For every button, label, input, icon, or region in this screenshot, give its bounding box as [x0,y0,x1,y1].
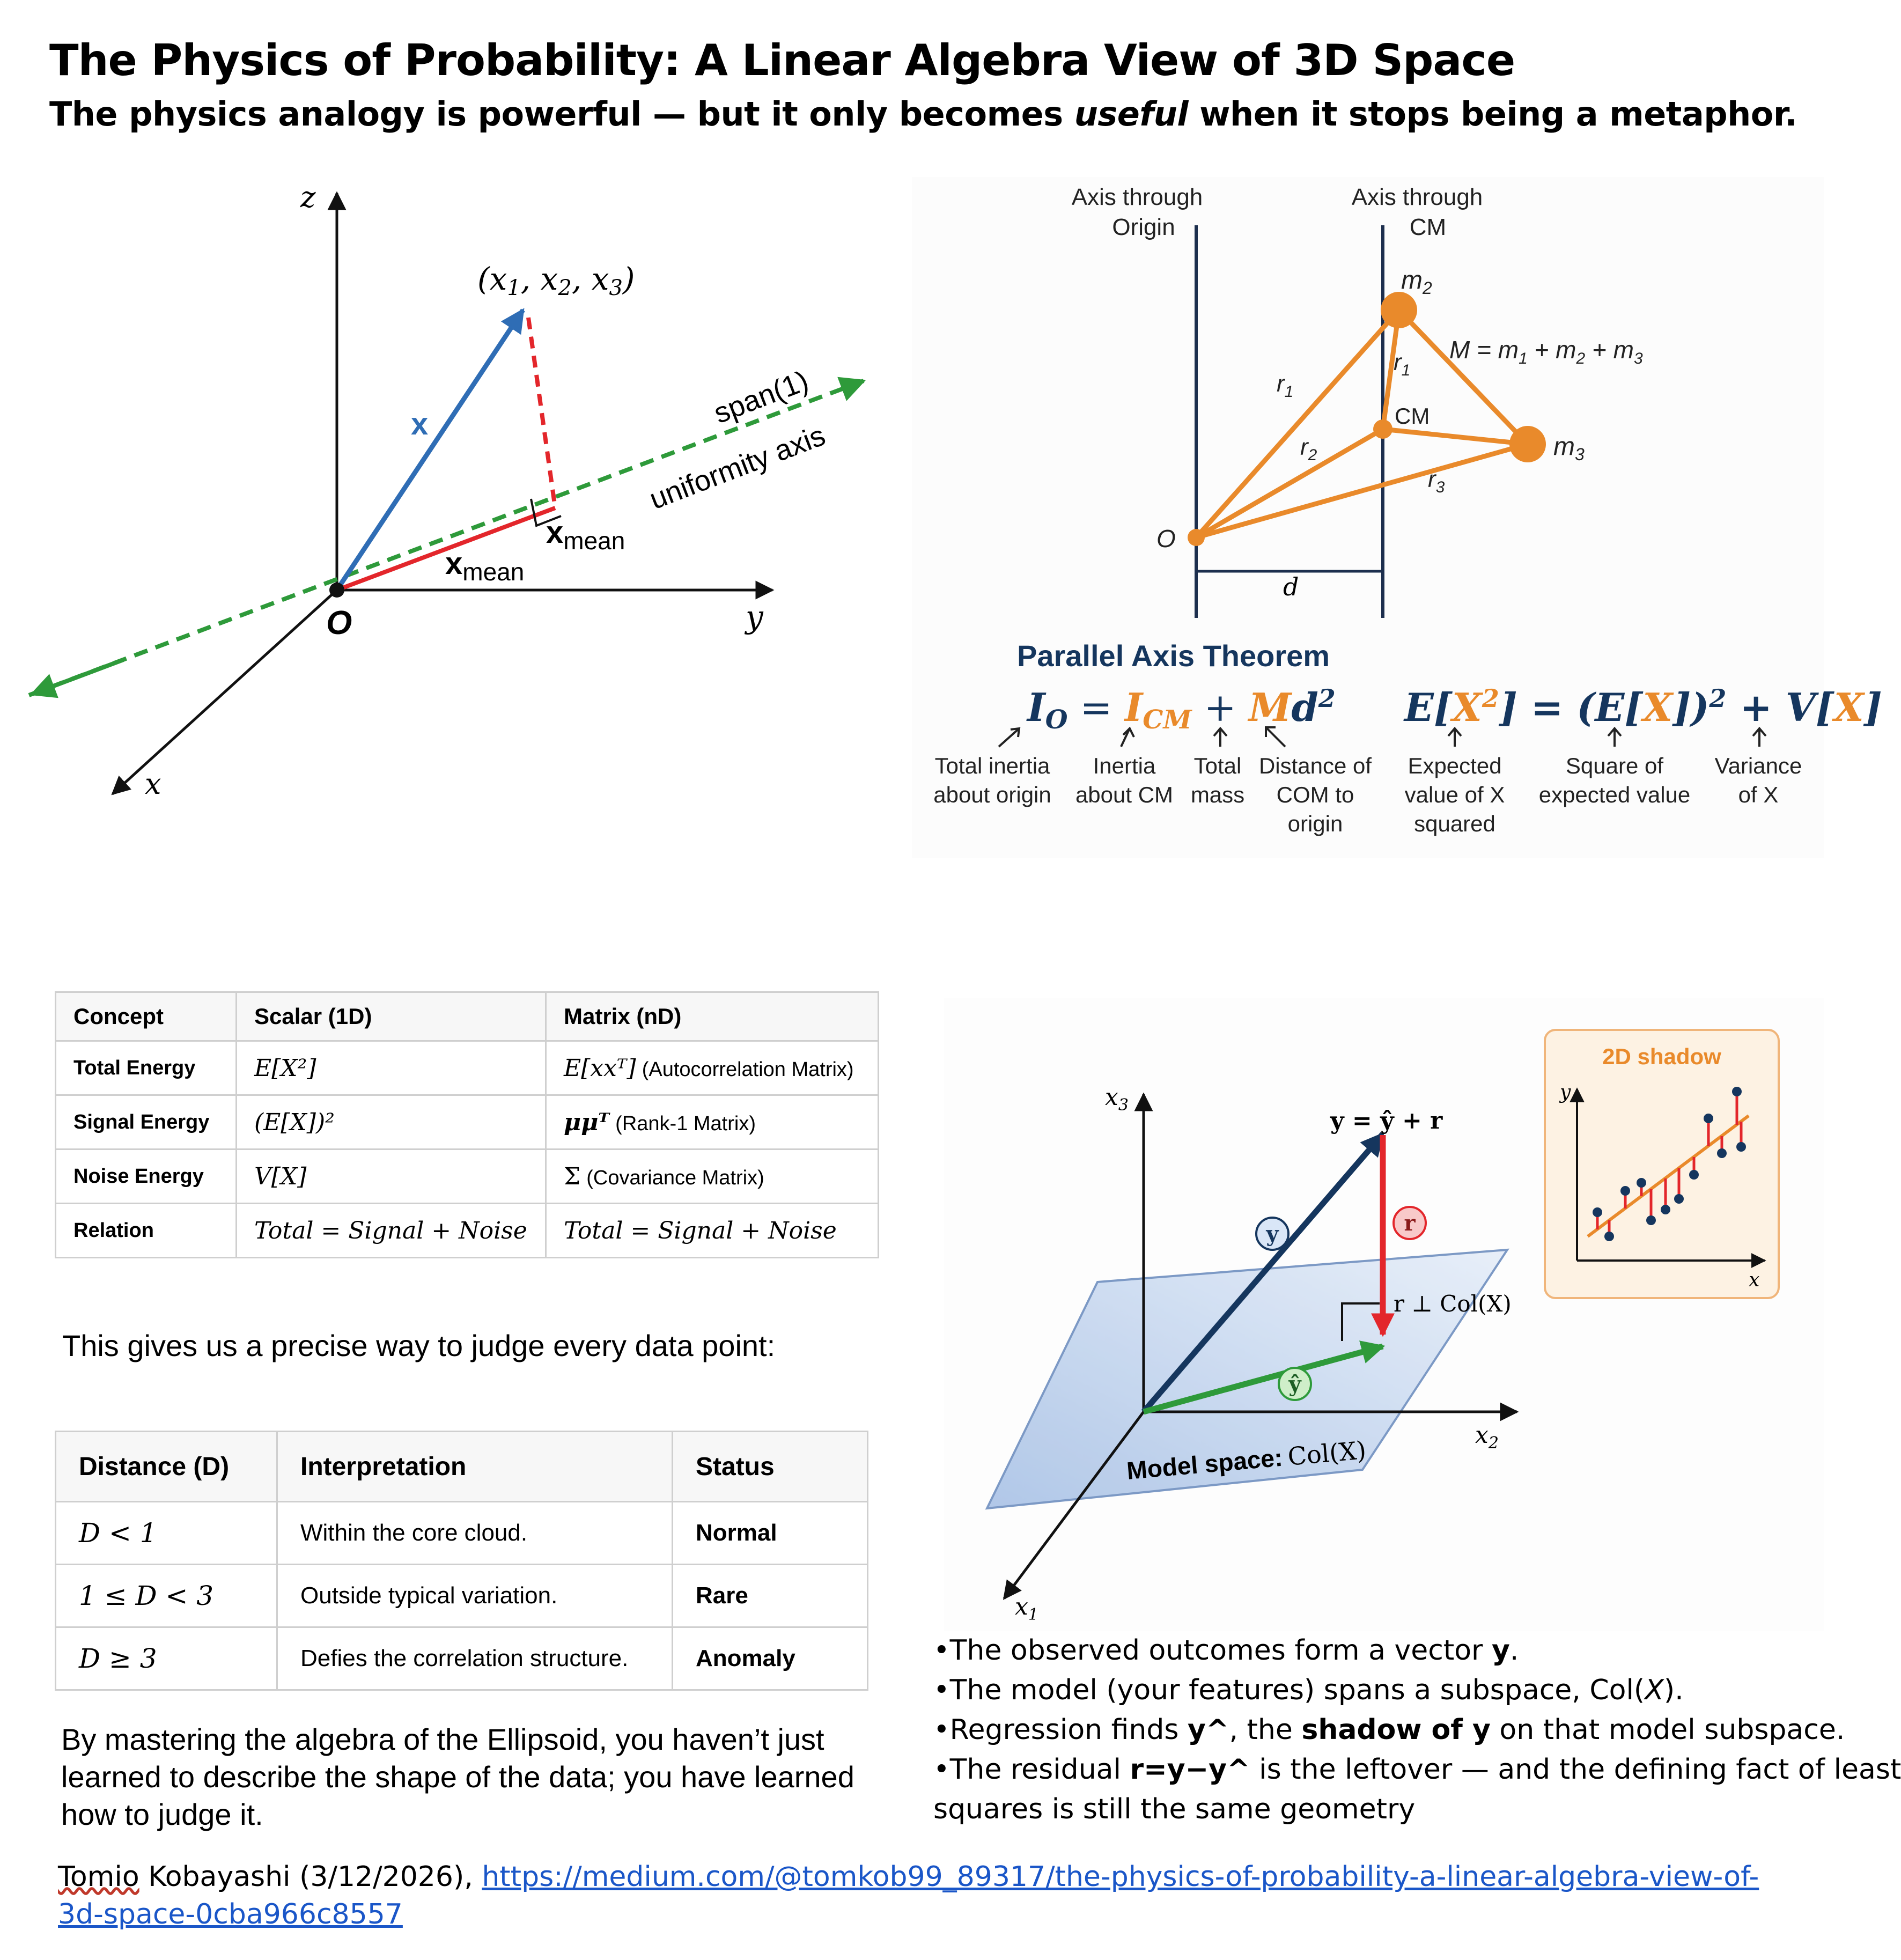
variance-equation: $E[X^2] = (E[X])^2 + V[X]$ [1404,684,1882,730]
shadow-inset [1545,1030,1779,1298]
table-cell: E[X²] [237,1041,546,1095]
table-cell: Rare [673,1565,868,1627]
r-badge-label: r [1404,1211,1416,1236]
table-header-row [56,992,879,1041]
m2-label: $m_2$ [1401,266,1432,298]
axis-origin-label-2: Origin [1112,214,1175,240]
energy-table [55,991,879,1258]
m3-label: $m_3$ [1553,432,1585,464]
equation-label: y = ŷ + r [1330,1107,1443,1134]
table-cell: Total Energy [56,1041,237,1095]
xmean-label-2: $x_{mean}$ [546,515,625,555]
label-distance-3: origin [1287,811,1343,836]
table-cell: Anomaly [673,1627,868,1690]
cm-point [1373,419,1392,439]
xmean-label-1: $x_{mean}$ [445,546,525,586]
figure-parallel-axis [912,177,1882,858]
figure-vector-projection [16,177,896,848]
page-subtitle: The physics analogy is powerful — but it only becomes useful when it stops being a metaphor. [49,94,1797,134]
label-expected-1: Expected [1408,753,1502,778]
label-inertia-cm-2: about CM [1075,782,1174,807]
label-total-inertia-1: Total inertia [934,753,1050,778]
inertia-equation: IO = ICM + $Md^2$ [1027,684,1336,735]
perp-label: r ⊥ Col(X) [1394,1291,1512,1317]
label-expected-3: squared [1414,811,1495,836]
table-cell: Total = Signal + Noise [546,1204,879,1258]
table-cell: Defies the correlation structure. [277,1627,673,1690]
r3-label: $r_3$ [1428,466,1445,496]
table-row [56,1627,868,1690]
x-axis-label: x [145,767,161,801]
mass-m2 [1381,292,1417,328]
label-variance-1: Variance [1714,753,1802,778]
list-item: •The residual r=y−y^ is the leftover — and the defining fact of least [933,1753,1901,1786]
point-label: (x1, x2, x3) [477,261,635,300]
table-cell: μμᵀ (Rank-1 Matrix) [546,1095,879,1150]
x2-label: $x_2$ [1475,1421,1499,1453]
origin-dot [329,583,344,598]
table-header: Distance (D) [56,1432,277,1502]
y-badge-label: y [1266,1221,1279,1247]
label-square-2: expected value [1538,782,1691,807]
page-title: The Physics of Probability: A Linear Algebra View of 3D Space [49,35,1515,85]
total-mass-equation: $M = m_1 + m_2 + m_3$ [1449,336,1643,367]
judge-text: This gives us a precise way to judge every data point: [62,1329,776,1362]
table-cell: D ≥ 3 [56,1627,277,1690]
residual-dashed [528,318,555,508]
r2-label: $r_2$ [1300,434,1317,464]
table-cell: Σ (Covariance Matrix) [546,1150,879,1204]
table-header: Scalar (1D) [237,992,546,1041]
table-header-row [56,1432,868,1502]
article-link[interactable]: https://medium.com/@tomkob99_89317/the-physics-of-probability-a-linear-algebra-view-of- 3d-space-0cba966c8557 [58,1861,1759,1930]
mastery-text: By mastering the algebra of the Ellipsoid, you haven’t just learned to describe the shape of the data; you have learned how to judge it. [61,1722,854,1831]
axis-origin-label-1: Axis through [1071,184,1203,210]
table-cell: 1 ≤ D < 3 [56,1565,277,1627]
table-header: Concept [56,992,237,1041]
label-distance-1: Distance of [1258,753,1372,778]
axis-cm-label-2: CM [1409,214,1447,240]
model-space-label: Model space: Col(X) [1125,1435,1367,1485]
table-row [56,1502,868,1565]
table-header: Matrix (nD) [546,992,879,1041]
o-label: O [1156,525,1176,552]
origin-point [1188,529,1205,546]
r1-label-left: $r_1$ [1277,371,1294,401]
table-cell: E[xxᵀ] (Autocorrelation Matrix) [546,1041,879,1095]
table-cell: Signal Energy [56,1095,237,1150]
x3-label: $x_3$ [1105,1084,1129,1115]
list-item: squares is still the same geometry [933,1793,1416,1825]
span-label: span(1) [709,364,813,430]
label-total-mass-1: Total [1193,753,1242,778]
shadow-title: 2D shadow [1602,1044,1721,1069]
y-label: y [746,599,763,635]
table-cell: Outside typical variation. [277,1565,673,1627]
shadow-x-label: x [1749,1269,1760,1291]
table-row [56,1150,879,1204]
table-row [56,1041,879,1095]
table-cell: Total = Signal + Noise [237,1204,546,1258]
table-header: Interpretation [277,1432,673,1502]
table-cell: Normal [673,1502,868,1565]
table-cell: Relation [56,1204,237,1258]
cm-label: CM [1395,403,1430,429]
table-cell: Within the core cloud. [277,1502,673,1565]
z-label: z [300,180,316,214]
theorem-title: Parallel Axis Theorem [1017,639,1330,673]
table-cell: Noise Energy [56,1150,237,1204]
x1-label: $x_1$ [1015,1593,1038,1624]
label-square-1: Square of [1565,753,1664,778]
shadow-y-label: y [1560,1081,1571,1103]
label-total-inertia-2: about origin [933,782,1051,807]
table-row [56,1565,868,1627]
origin-label: O [326,605,352,642]
uniformity-label: uniformity axis [645,419,830,516]
label-total-mass-2: mass [1190,782,1245,807]
distance-table [55,1431,868,1691]
list-item: •Regression finds y^, the shadow of y on that model subspace. [933,1714,1845,1746]
vector-x [337,310,523,590]
table-cell: D < 1 [56,1502,277,1565]
mass-m3 [1509,426,1546,462]
label-inertia-cm-1: Inertia [1093,753,1156,778]
table-header: Status [673,1432,868,1502]
d-label: d [1283,572,1299,601]
label-expected-2: value of X [1404,782,1505,807]
yhat-badge-label: ŷ [1288,1372,1301,1397]
figure-regression-projection [944,998,1824,1631]
vector-x-label: x [411,407,429,441]
citation: Tomio Kobayashi (3/12/2026), https://medium.com/@tomkob99_89317/the-physics-of-probability-a-linear-algebra-view-of- 3d-space-0cba966c8557 [58,1861,1759,1930]
table-cell: V[X] [237,1150,546,1204]
label-variance-2: of X [1738,782,1779,807]
bullet-list [933,1631,1901,1829]
span-arrow-left [32,660,123,694]
table-cell: (E[X])² [237,1095,546,1150]
list-item: •The model (your features) spans a subspace, Col(X). [933,1674,1684,1706]
table-row [56,1204,879,1258]
author-name: Tomio [58,1861,139,1893]
r1-label-right: $r_1$ [1394,349,1411,379]
axis-cm-label-1: Axis through [1351,184,1483,210]
list-item: •The observed outcomes form a vector y. [933,1634,1519,1667]
table-row [56,1095,879,1150]
label-distance-2: COM to [1276,782,1354,807]
